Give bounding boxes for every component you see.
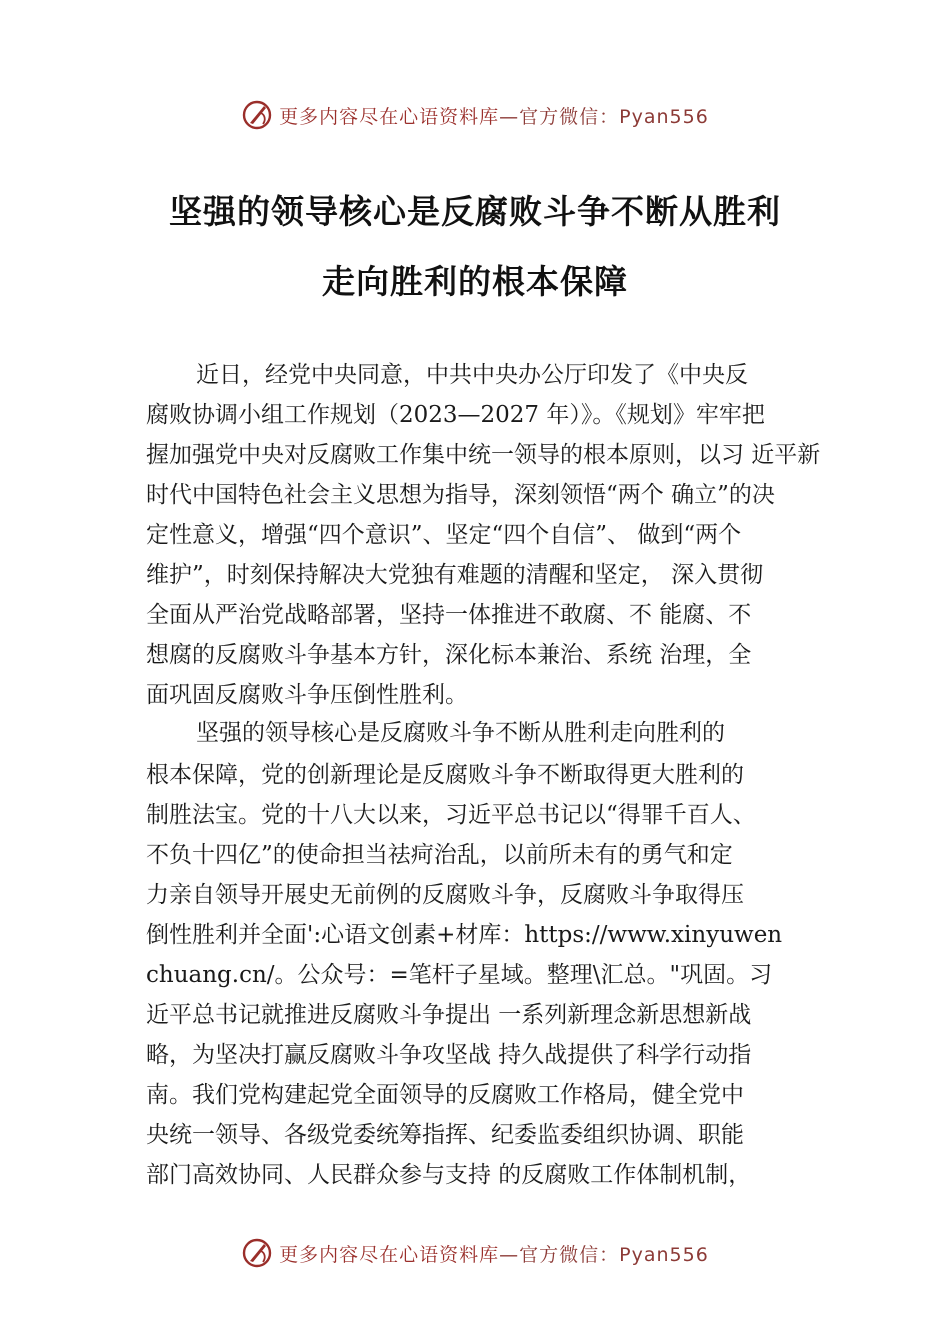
banner-text — [279, 1240, 709, 1267]
document-title-line-2: 走向胜利的根本保障 — [322, 262, 628, 301]
body-line: 根本保障，党的创新理论是反腐败斗争不断取得更大胜利的 — [146, 762, 744, 788]
quill-logo-icon — [241, 1237, 273, 1269]
body-line: 力亲自领导开展史无前例的反腐败斗争，反腐败斗争取得压 — [146, 882, 744, 908]
body-line: 不负十四亿”的使命担当祛疴治乱，以前所未有的勇气和定 — [146, 842, 733, 868]
body-line: 部门高效协同、人民群众参与支持 的反腐败工作体制机制， — [146, 1162, 752, 1188]
body-line: 腐败协调小组工作规划（2023—2027 年）》。《规划》牢牢把 — [146, 402, 765, 428]
body-line: 定性意义，增强“四个意识”、坚定“四个自信”、 做到“两个 — [146, 522, 742, 548]
body-line: 想腐的反腐败斗争基本方针，深化标本兼治、系统 治理，全 — [146, 642, 752, 668]
body-line: 握加强党中央对反腐败工作集中统一领导的根本原则，以习 近平新 — [146, 442, 821, 468]
document-title-line-1: 坚强的领导核心是反腐败斗争不断从胜利 — [169, 192, 781, 231]
banner-text-main: 更多内容尽在心语资料库 — [279, 105, 500, 128]
body-line: 近日，经党中央同意，中共中央办公厅印发了《中央反 — [196, 362, 748, 388]
footer-banner — [0, 1233, 950, 1273]
body-line: 南。我们党构建起党全面领导的反腐败工作格局，健全党中 — [146, 1082, 744, 1108]
quill-logo-icon — [241, 99, 273, 131]
body-line: 坚强的领导核心是反腐败斗争不断从胜利走向胜利的 — [196, 720, 725, 746]
body-line: 近平总书记就推进反腐败斗争提出 一系列新理念新思想新战 — [146, 1002, 752, 1028]
body-line: chuang.cn/。公众号：=笔杆子星域。整理\汇总。"巩固。习 — [146, 962, 773, 988]
body-line: 制胜法宝。党的十八大以来，习近平总书记以“得罪千百人、 — [146, 802, 756, 828]
header-banner — [0, 95, 950, 135]
banner-text-wechat: —官方微信：Pyan556 — [499, 1243, 709, 1266]
body-line: 央统一领导、各级党委统筹指挥、纪委监委组织协调、职能 — [146, 1122, 744, 1148]
body-line: 略，为坚决打赢反腐败斗争攻坚战 持久战提供了科学行动指 — [146, 1042, 752, 1068]
body-line: 全面从严治党战略部署，坚持一体推进不敢腐、不 能腐、不 — [146, 602, 752, 628]
body-line: 维护”，时刻保持解决大党独有难题的清醒和坚定， 深入贯彻 — [146, 562, 764, 588]
body-line: 面巩固反腐败斗争压倒性胜利。 — [146, 682, 468, 708]
banner-text — [279, 102, 709, 129]
banner-text-wechat: —官方微信：Pyan556 — [499, 105, 709, 128]
body-line: 倒性胜利并全面':心语文创素+材库：https://www.xinyuwen — [146, 922, 783, 948]
banner-text-main: 更多内容尽在心语资料库 — [279, 1243, 500, 1266]
body-line: 时代中国特色社会主义思想为指导，深刻领悟“两个 确立”的决 — [146, 482, 775, 508]
